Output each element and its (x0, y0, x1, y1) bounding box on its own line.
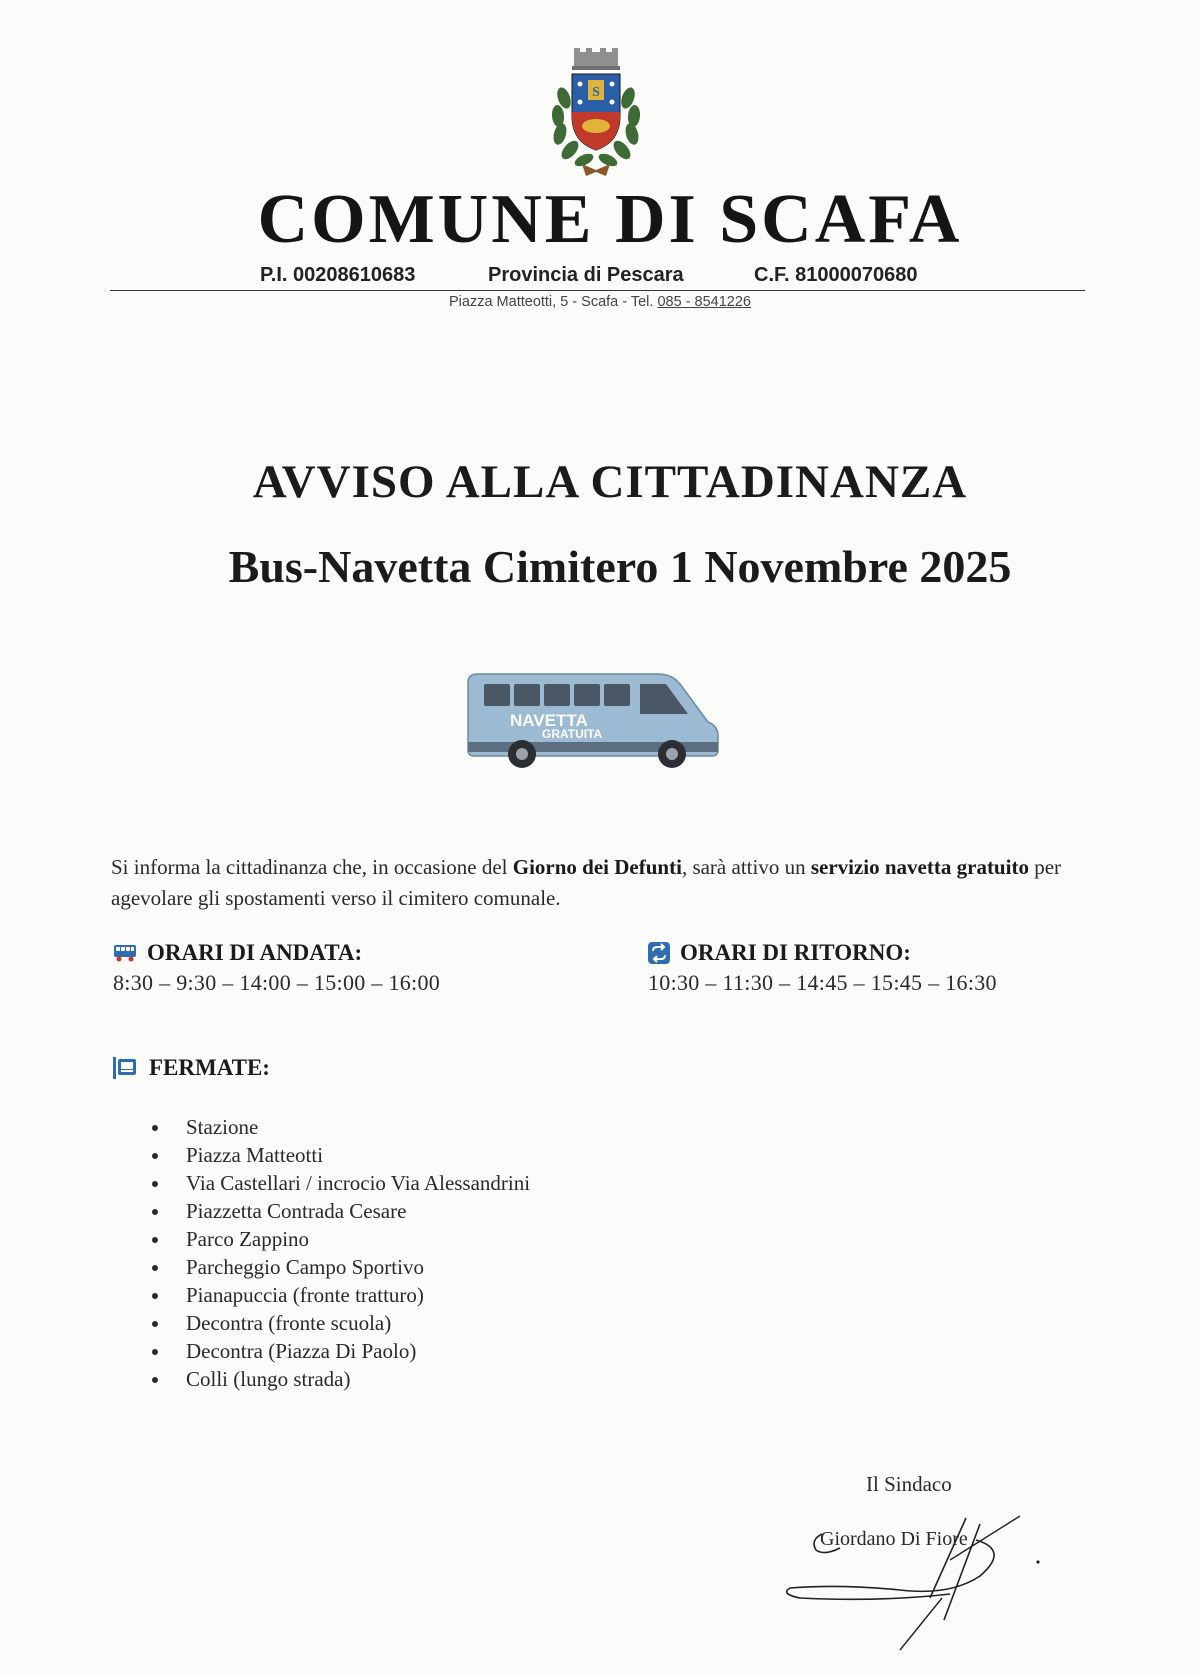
phone-link[interactable]: 085 - 8541226 (657, 294, 751, 310)
andata-title: ORARI DI ANDATA: (147, 940, 363, 965)
bus-stop-icon (113, 1057, 137, 1079)
stops-list (152, 1113, 530, 1393)
stop-item: Piazza Matteotti (152, 1141, 530, 1169)
stop-item: Via Castellari / incrocio Via Alessandrini (152, 1169, 530, 1197)
signature-role: Il Sindaco (866, 1472, 952, 1496)
address-text: Piazza Matteotti, 5 - Scafa - Tel. (449, 294, 658, 310)
stop-item: Pianapuccia (fronte tratturo) (152, 1281, 530, 1309)
andata-times: 8:30 – 9:30 – 14:00 – 15:00 – 16:00 (113, 970, 441, 995)
intro-paragraph (111, 852, 1091, 914)
fermate-title: FERMATE: (149, 1055, 270, 1080)
fermate-header (113, 1055, 270, 1081)
stop-item: Parcheggio Campo Sportivo (152, 1253, 530, 1281)
schedule-ritorno (648, 938, 997, 996)
bus-label-navetta: NAVETTA (510, 711, 588, 730)
andata-header (113, 938, 440, 968)
stop-item: Decontra (Piazza Di Paolo) (152, 1337, 530, 1365)
stop-item: Piazzetta Contrada Cesare (152, 1197, 530, 1225)
stop-item: Parco Zappino (152, 1225, 530, 1253)
codice-fiscale: C.F. 81000070680 (754, 264, 918, 286)
intro-bold-servizio: servizio navetta gratuito (810, 855, 1029, 879)
notice-heading: AVVISO ALLA CITTADINANZA (252, 456, 968, 508)
schedule-andata (113, 938, 440, 996)
crest-icon (542, 46, 650, 180)
handwritten-signature (780, 1510, 1060, 1660)
intro-text-2: , sarà attivo un (681, 855, 811, 879)
repeat-icon (648, 942, 670, 964)
comune-title: COMUNE DI SCAFA (257, 181, 963, 258)
header-address (0, 294, 1200, 310)
header-divider (110, 290, 1085, 291)
svg-text:S: S (592, 85, 600, 100)
ritorno-header (648, 938, 997, 968)
ritorno-title: ORARI DI RITORNO: (680, 940, 911, 965)
ritorno-times: 10:30 – 11:30 – 14:45 – 15:45 – 16:30 (648, 970, 997, 995)
signature-name: Giordano Di Fiore (820, 1528, 968, 1550)
provincia: Provincia di Pescara (488, 264, 684, 286)
intro-bold-defunti: Giorno dei Defunti (512, 855, 682, 879)
shuttle-bus-image (462, 670, 732, 770)
intro-text-1: Si informa la cittadinanza che, in occasione del (111, 855, 513, 879)
notice-subtitle: Bus-Navetta Cimitero 1 Novembre 2025 (228, 541, 1012, 592)
stop-item: Stazione (152, 1113, 530, 1141)
partita-iva: P.I. 00208610683 (260, 264, 416, 286)
stop-item: Colli (lungo strada) (152, 1365, 530, 1393)
stop-item: Decontra (fronte scuola) (152, 1309, 530, 1337)
bus-icon (113, 943, 137, 963)
intro-text-3: per agevolare gli spostamenti verso il cimitero comunale. (111, 855, 1062, 910)
bus-label-gratuita: GRATUITA (542, 727, 603, 741)
